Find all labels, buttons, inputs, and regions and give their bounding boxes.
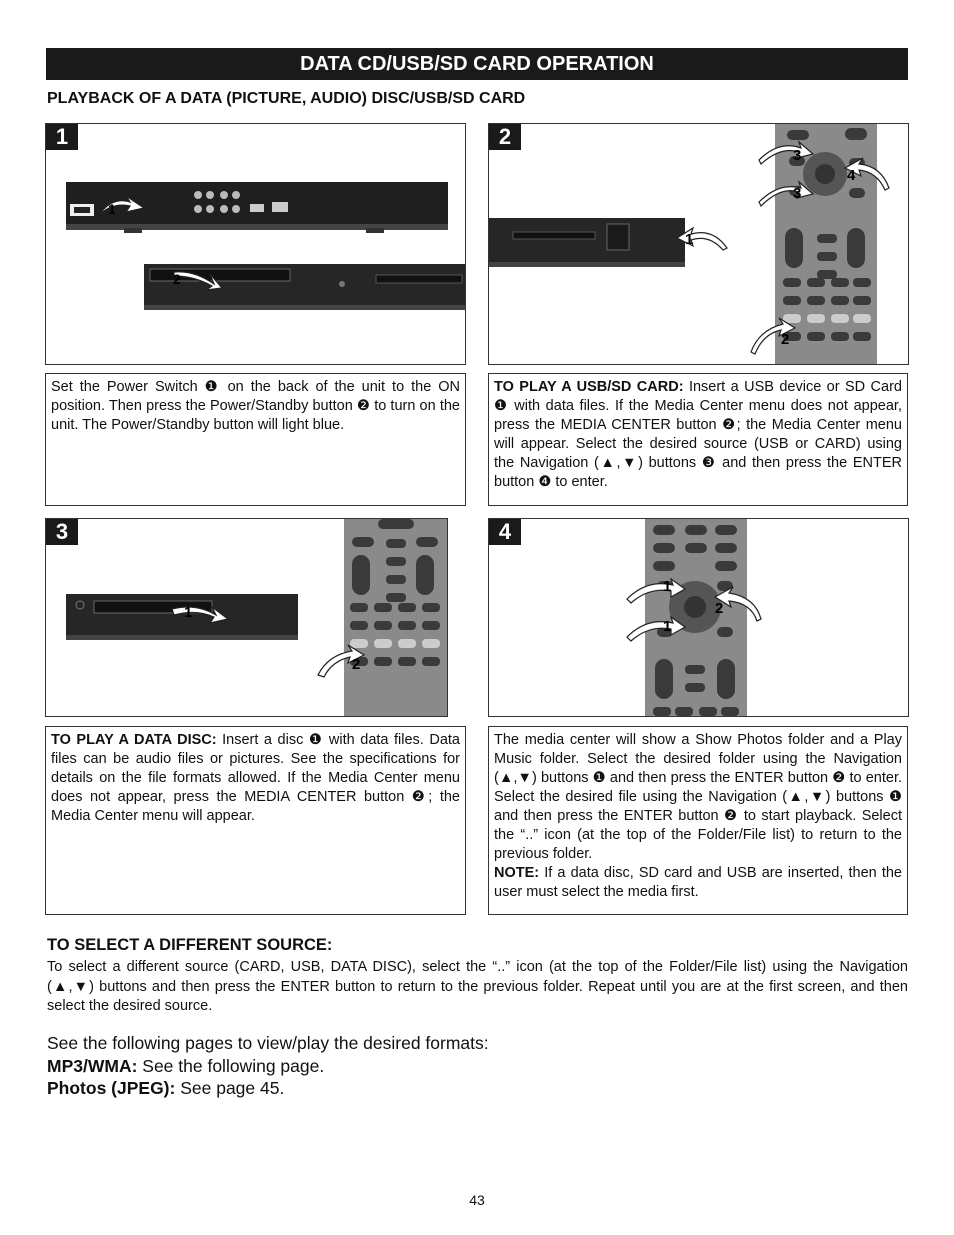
callout-2: 2 xyxy=(173,271,181,287)
callout-1: 1 xyxy=(184,604,193,621)
step-3-number: 3 xyxy=(46,519,78,545)
see-also-mp3 xyxy=(47,1056,324,1077)
step-2-illustration xyxy=(488,123,909,365)
step-3-text: Insert a disc ❶ with data files. Data files can be audio files or pictures. See the specifications for details on the file formats allowed. If the Media Center menu does not appear, press the MEDIA CENTER button ❷; the Media Center menu will appear. xyxy=(51,732,460,824)
callout-1: 1 xyxy=(108,201,116,217)
step-2-number: 2 xyxy=(489,124,521,150)
callout-4: 4 xyxy=(847,167,856,184)
see-also-mp3-text: See the following page. xyxy=(137,1056,325,1076)
callout-3-up: 3 xyxy=(793,147,802,164)
step-3-instructions xyxy=(45,726,466,915)
step-1-illustration xyxy=(45,123,466,365)
see-also-photos-label: Photos (JPEG): xyxy=(47,1078,176,1098)
remote-illustration xyxy=(489,519,908,716)
player-and-remote-illustration xyxy=(489,124,908,364)
page-banner: DATA CD/USB/SD CARD OPERATION xyxy=(46,48,908,80)
callout-1-up: 1 xyxy=(663,578,672,595)
step-2-heading: TO PLAY A USB/SD CARD: xyxy=(494,379,684,395)
step-4-number: 4 xyxy=(489,519,521,545)
source-section-title: TO SELECT A DIFFERENT SOURCE: xyxy=(47,936,333,954)
step-1-text: Set the Power Switch ❶ on the back of the unit to the ON position. Then press the Power/Standby button ❷ to turn on the unit. The Power/Standby button will light blue. xyxy=(51,379,460,433)
callout-2: 2 xyxy=(352,656,361,673)
step-4-note-text: If a data disc, SD card and USB are inserted, then the user must select the media first. xyxy=(494,865,902,900)
see-also-intro: See the following pages to view/play the desired formats: xyxy=(47,1033,489,1053)
section-heading: PLAYBACK OF A DATA (PICTURE, AUDIO) DISC/USB/SD CARD xyxy=(47,90,526,107)
source-section-body: To select a different source (CARD, USB, DATA DISC), select the “..” icon (at the top of the Folder/File list) using the Navigation (▲,▼) buttons and then press the ENTER button to return to the previous folder. Repeat until you are at the first screen, and then select the desired source. xyxy=(47,959,908,1014)
see-also-photos-text: See page 45. xyxy=(175,1078,285,1098)
step-1-number: 1 xyxy=(46,124,78,150)
step-4-illustration xyxy=(488,518,909,717)
see-also-photos xyxy=(47,1078,284,1099)
page-number: 43 xyxy=(469,1192,485,1208)
step-3-heading: TO PLAY A DATA DISC: xyxy=(51,732,217,748)
step-4-instructions xyxy=(488,726,908,915)
callout-3-down: 3 xyxy=(793,185,802,202)
callout-1: 1 xyxy=(685,231,694,248)
callout-2: 2 xyxy=(715,600,724,617)
step-4-text: The media center will show a Show Photos folder and a Play Music folder. Select the desired folder using the Navigation (▲,▼) buttons ❶ and then press the ENTER button ❷ to enter. Select the desired file using the Navigation (▲,▼) buttons ❶ and then press the ENTER button ❷ to start playback. Select the “..” icon (at the top of the Folder/File list) to return to the previous folder. xyxy=(494,732,902,862)
callout-1-down: 1 xyxy=(663,618,672,635)
step-1-instructions xyxy=(45,373,466,506)
callout-2: 2 xyxy=(781,331,790,348)
step-2-instructions xyxy=(488,373,908,506)
player-back-and-front-illustration xyxy=(46,124,465,364)
player-and-remote-illustration xyxy=(46,519,447,716)
see-also-mp3-label: MP3/WMA: xyxy=(47,1056,138,1076)
step-2-text: Insert a USB device or SD Card ❶ with data files. If the Media Center menu does not appear, press the MEDIA CENTER button ❷; the Media Center menu will appear. Select the desired source (USB or CARD) using the Navigation (▲,▼) buttons ❸ and then press the ENTER button ❹ to enter. xyxy=(494,379,902,490)
step-4-note-label: NOTE: xyxy=(494,865,540,881)
step-3-illustration xyxy=(45,518,448,717)
